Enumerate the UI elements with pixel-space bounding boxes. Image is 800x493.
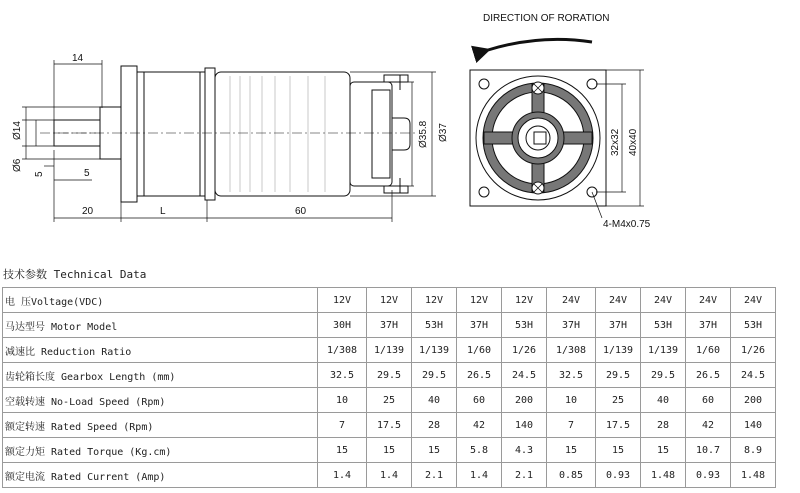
table-cell: 8.9 <box>731 438 776 463</box>
dim-shaft-total: 20 <box>82 206 94 217</box>
table-cell: 53H <box>502 313 547 338</box>
row-label: 齿轮箱长度 Gearbox Length (mm) <box>3 363 318 388</box>
mount-thread-label: 4-M4x0.75 <box>603 219 651 230</box>
table-cell: 12V <box>502 288 547 313</box>
table-cell: 1.48 <box>641 463 686 488</box>
table-cell: 0.85 <box>547 463 596 488</box>
row-label: 额定电流 Rated Current (Amp) <box>3 463 318 488</box>
rotation-label: DIRECTION OF RORATION <box>483 13 610 24</box>
table-cell: 1/308 <box>318 338 367 363</box>
table-cell: 140 <box>502 413 547 438</box>
table-cell: 200 <box>731 388 776 413</box>
table-cell: 37H <box>686 313 731 338</box>
dim-gearbox-length: L <box>160 206 166 217</box>
table-cell: 1/139 <box>412 338 457 363</box>
dim-boss-diameter: Ø14 <box>12 121 23 140</box>
table-row <box>3 388 776 413</box>
table-cell: 15 <box>596 438 641 463</box>
table-cell: 1/60 <box>686 338 731 363</box>
rotation-arrow <box>488 39 592 50</box>
table-cell: 15 <box>641 438 686 463</box>
table-cell: 37H <box>367 313 412 338</box>
table-cell: 17.5 <box>596 413 641 438</box>
table-cell: 15 <box>412 438 457 463</box>
table-cell: 53H <box>412 313 457 338</box>
table-cell: 60 <box>686 388 731 413</box>
table-cell: 24V <box>731 288 776 313</box>
table-cell: 25 <box>596 388 641 413</box>
table-cell: 140 <box>731 413 776 438</box>
section-heading: 技术参数 Technical Data <box>3 268 147 281</box>
table-cell: 2.1 <box>502 463 547 488</box>
row-label: 空载转速 No-Load Speed (Rpm) <box>3 388 318 413</box>
spec-table <box>2 287 776 488</box>
table-cell: 53H <box>641 313 686 338</box>
table-cell: 53H <box>731 313 776 338</box>
motor-body <box>215 72 350 196</box>
table-cell: 42 <box>686 413 731 438</box>
dim-shaft-diameter: Ø6 <box>12 158 23 172</box>
table-cell: 24V <box>596 288 641 313</box>
table-cell: 10 <box>318 388 367 413</box>
mount-hole <box>479 79 489 89</box>
table-cell: 26.5 <box>686 363 731 388</box>
table-cell: 60 <box>457 388 502 413</box>
table-cell: 29.5 <box>412 363 457 388</box>
table-cell: 40 <box>641 388 686 413</box>
motor-terminal <box>384 75 408 82</box>
table-cell: 24.5 <box>731 363 776 388</box>
table-cell: 7 <box>547 413 596 438</box>
table-cell: 4.3 <box>502 438 547 463</box>
table-cell: 24.5 <box>502 363 547 388</box>
shaft-flat <box>534 132 546 144</box>
table-cell: 24V <box>686 288 731 313</box>
dim-flange-size: 40x40 <box>628 128 639 156</box>
table-row <box>3 463 776 488</box>
table-cell: 24V <box>547 288 596 313</box>
table-cell: 7 <box>318 413 367 438</box>
table-cell: 1/308 <box>547 338 596 363</box>
table-cell: 32.5 <box>318 363 367 388</box>
table-row <box>3 413 776 438</box>
table-cell: 29.5 <box>596 363 641 388</box>
table-cell: 29.5 <box>641 363 686 388</box>
table-cell: 1/139 <box>596 338 641 363</box>
table-cell: 0.93 <box>686 463 731 488</box>
row-label: 额定转速 Rated Speed (Rpm) <box>3 413 318 438</box>
table-cell: 40 <box>412 388 457 413</box>
table-cell: 10.7 <box>686 438 731 463</box>
table-cell: 26.5 <box>457 363 502 388</box>
table-cell: 1/60 <box>457 338 502 363</box>
table-cell: 5.8 <box>457 438 502 463</box>
mount-hole <box>479 187 489 197</box>
table-cell: 0.93 <box>596 463 641 488</box>
table-cell: 1/139 <box>367 338 412 363</box>
table-cell: 1.48 <box>731 463 776 488</box>
table-cell: 24V <box>641 288 686 313</box>
table-cell: 12V <box>457 288 502 313</box>
table-cell: 15 <box>547 438 596 463</box>
table-cell: 2.1 <box>412 463 457 488</box>
table-cell: 15 <box>318 438 367 463</box>
row-label: 马达型号 Motor Model <box>3 313 318 338</box>
table-cell: 1.4 <box>367 463 412 488</box>
table-cell: 1.4 <box>318 463 367 488</box>
table-cell: 29.5 <box>367 363 412 388</box>
mounting-flange <box>121 66 137 202</box>
dim-flat-length: 5 <box>84 168 90 179</box>
table-row <box>3 338 776 363</box>
row-label: 额定力矩 Rated Torque (Kg.cm) <box>3 438 318 463</box>
row-label: 电 压Voltage(VDC) <box>3 288 318 313</box>
table-cell: 15 <box>367 438 412 463</box>
table-cell: 30H <box>318 313 367 338</box>
table-cell: 28 <box>412 413 457 438</box>
dim-end-cap-diameter: Ø35.8 <box>418 120 429 148</box>
table-cell: 10 <box>547 388 596 413</box>
table-row <box>3 313 776 338</box>
table-cell: 1/139 <box>641 338 686 363</box>
table-cell: 28 <box>641 413 686 438</box>
side-view <box>40 66 415 202</box>
table-cell: 32.5 <box>547 363 596 388</box>
table-cell: 12V <box>367 288 412 313</box>
table-cell: 37H <box>457 313 502 338</box>
table-cell: 42 <box>457 413 502 438</box>
motor-terminal <box>384 186 408 193</box>
table-cell: 12V <box>318 288 367 313</box>
table-cell: 1.4 <box>457 463 502 488</box>
dim-motor-diameter: Ø37 <box>438 123 449 142</box>
table-cell: 12V <box>412 288 457 313</box>
dim-hole-spacing: 32x32 <box>610 128 621 156</box>
table-cell: 25 <box>367 388 412 413</box>
table-row <box>3 438 776 463</box>
table-row <box>3 288 776 313</box>
mount-hole <box>587 79 597 89</box>
table-cell: 37H <box>547 313 596 338</box>
dim-motor-length: 60 <box>295 206 307 217</box>
table-cell: 1/26 <box>731 338 776 363</box>
row-label: 减速比 Reduction Ratio <box>3 338 318 363</box>
table-cell: 37H <box>596 313 641 338</box>
table-row <box>3 363 776 388</box>
dim-shaft-length: 14 <box>72 53 84 64</box>
table-cell: 200 <box>502 388 547 413</box>
dim-flat: 5 <box>34 171 45 177</box>
table-cell: 17.5 <box>367 413 412 438</box>
table-cell: 1/26 <box>502 338 547 363</box>
gearbox-body <box>137 72 210 196</box>
